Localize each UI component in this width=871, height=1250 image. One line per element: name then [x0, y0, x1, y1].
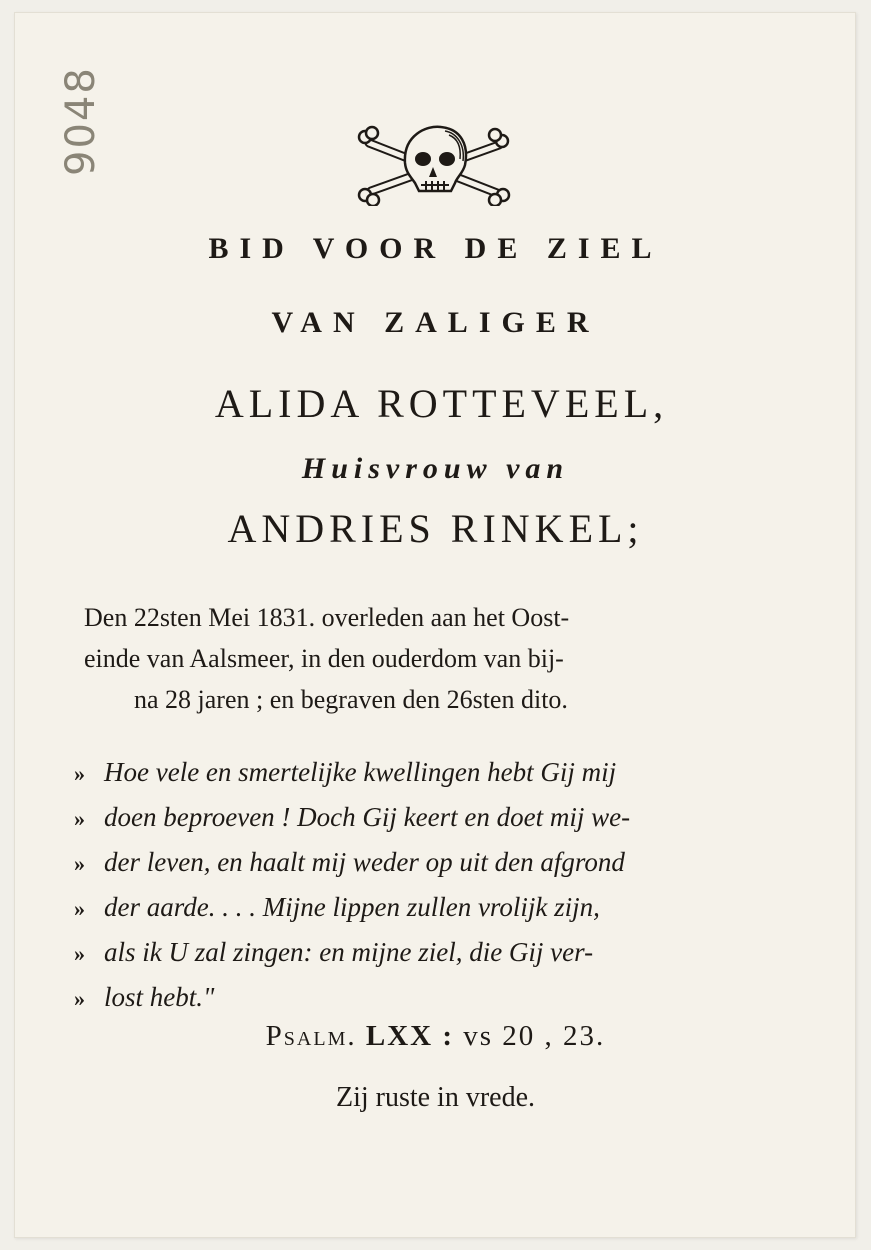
inventory-number: 9048 [58, 66, 104, 176]
quote-mark: » [74, 851, 85, 876]
quote-line: » Hoe vele en smertelijke kwellingen hebt Gij mij [74, 750, 616, 796]
reference-chapter: LXX : [365, 1020, 455, 1052]
quote-mark: » [74, 941, 85, 966]
quote-line: » der aarde. . . . Mijne lippen zullen vrolijk zijn, [74, 885, 600, 931]
psalm-reference [0, 1020, 871, 1053]
quote-mark: » [74, 986, 85, 1011]
closing-line: Zij ruste in vrede. [335, 1082, 536, 1113]
quote-mark: » [74, 896, 85, 921]
quote-line: » als ik U zal zingen: en mijne ziel, die Gij ver- [74, 930, 593, 976]
quote-mark: » [74, 806, 85, 831]
quote-line: » doen beproeven ! Doch Gij keert en doet mij we- [74, 795, 630, 841]
heading-line-2: VAN ZALIGER [271, 306, 600, 339]
heading-line-1: BID VOOR DE ZIEL [208, 232, 663, 265]
notice-line-3: na 28 jaren ; en begraven den 26sten dito. [134, 685, 568, 714]
deceased-name: ALIDA ROTTEVEEL, [214, 381, 669, 426]
reference-book: Psalm. [265, 1020, 357, 1052]
quote-line: » lost hebt." [74, 975, 214, 1021]
relation-line: Huisvrouw van [301, 452, 570, 485]
quote-line: » der leven, en haalt mij weder op uit den afgrond [74, 840, 625, 886]
reference-verses: vs 20 , 23. [463, 1020, 606, 1052]
notice-line-1: Den 22sten Mei 1831. overleden aan het Oost- [84, 603, 570, 632]
notice-line-2: einde van Aalsmeer, in den ouderdom van bij- [84, 644, 564, 673]
quote-mark: » [74, 761, 85, 786]
skull-and-crossbones-icon [357, 123, 512, 206]
spouse-name: ANDRIES RINKEL; [227, 506, 644, 551]
